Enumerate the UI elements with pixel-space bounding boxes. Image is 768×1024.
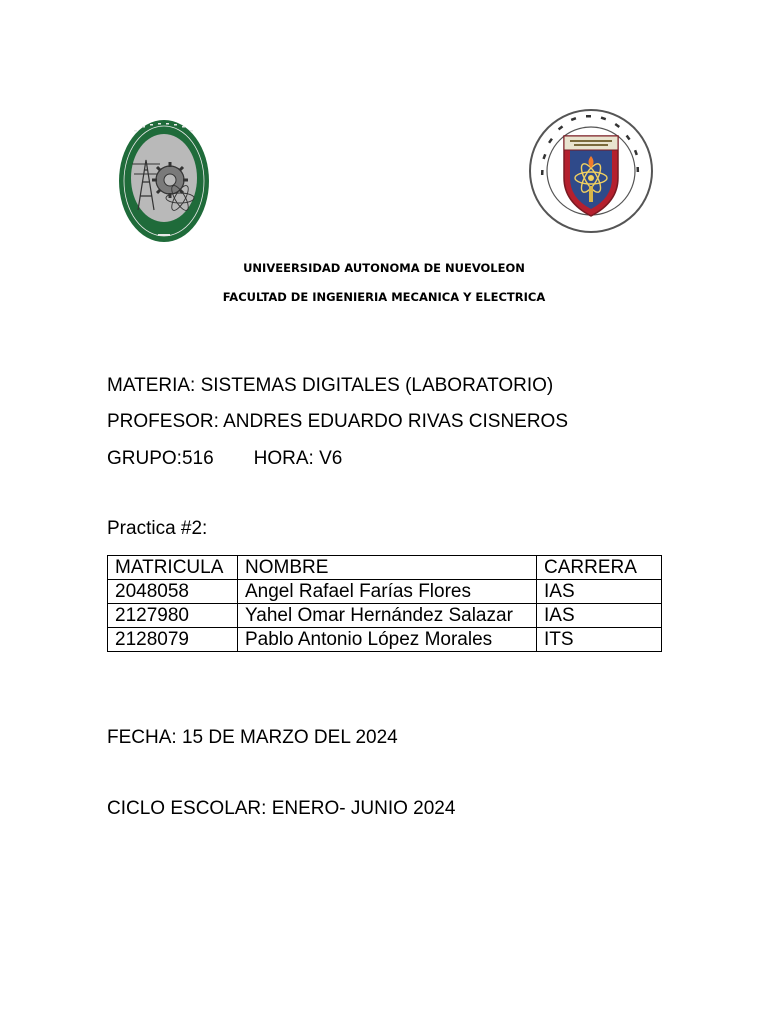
header-carrera: CARRERA	[537, 556, 662, 580]
table-row	[108, 580, 662, 604]
uanl-seal-graphic	[528, 106, 654, 236]
nombre-cell: Angel Rafael Farías Flores	[238, 580, 537, 604]
carrera-cell: IAS	[537, 580, 662, 604]
university-name: UNIVEERSIDAD AUTONOMA DE NUEVOLEON	[243, 261, 525, 275]
matricula-cell: 2048058	[108, 580, 238, 604]
header-nombre: NOMBRE	[238, 556, 537, 580]
fime-seal-graphic	[118, 118, 210, 244]
header-matricula: MATRICULA	[108, 556, 238, 580]
team-table	[107, 555, 662, 652]
grupo-hora-line	[107, 448, 342, 470]
table-row	[108, 628, 662, 652]
uanl-logo	[528, 106, 654, 236]
practica-label: Practica #2:	[107, 518, 208, 539]
table-header-row	[108, 556, 662, 580]
fecha-line: FECHA: 15 DE MARZO DEL 2024	[107, 727, 398, 748]
table-row	[108, 604, 662, 628]
carrera-cell: ITS	[537, 628, 662, 652]
nombre-cell: Yahel Omar Hernández Salazar	[238, 604, 537, 628]
hora-text: HORA: V6	[253, 448, 343, 469]
materia-line: MATERIA: SISTEMAS DIGITALES (LABORATORIO)	[107, 375, 554, 396]
matricula-cell: 2128079	[108, 628, 238, 652]
ciclo-line: CICLO ESCOLAR: ENERO- JUNIO 2024	[107, 798, 456, 819]
matricula-cell: 2127980	[108, 604, 238, 628]
fime-logo	[118, 118, 210, 244]
profesor-line: PROFESOR: ANDRES EDUARDO RIVAS CISNEROS	[107, 411, 569, 432]
faculty-name: FACULTAD DE INGENIERIA MECANICA Y ELECTRICA	[222, 290, 546, 304]
carrera-cell: IAS	[537, 604, 662, 628]
grupo-text: GRUPO:516	[107, 448, 214, 469]
nombre-cell: Pablo Antonio López Morales	[238, 628, 537, 652]
